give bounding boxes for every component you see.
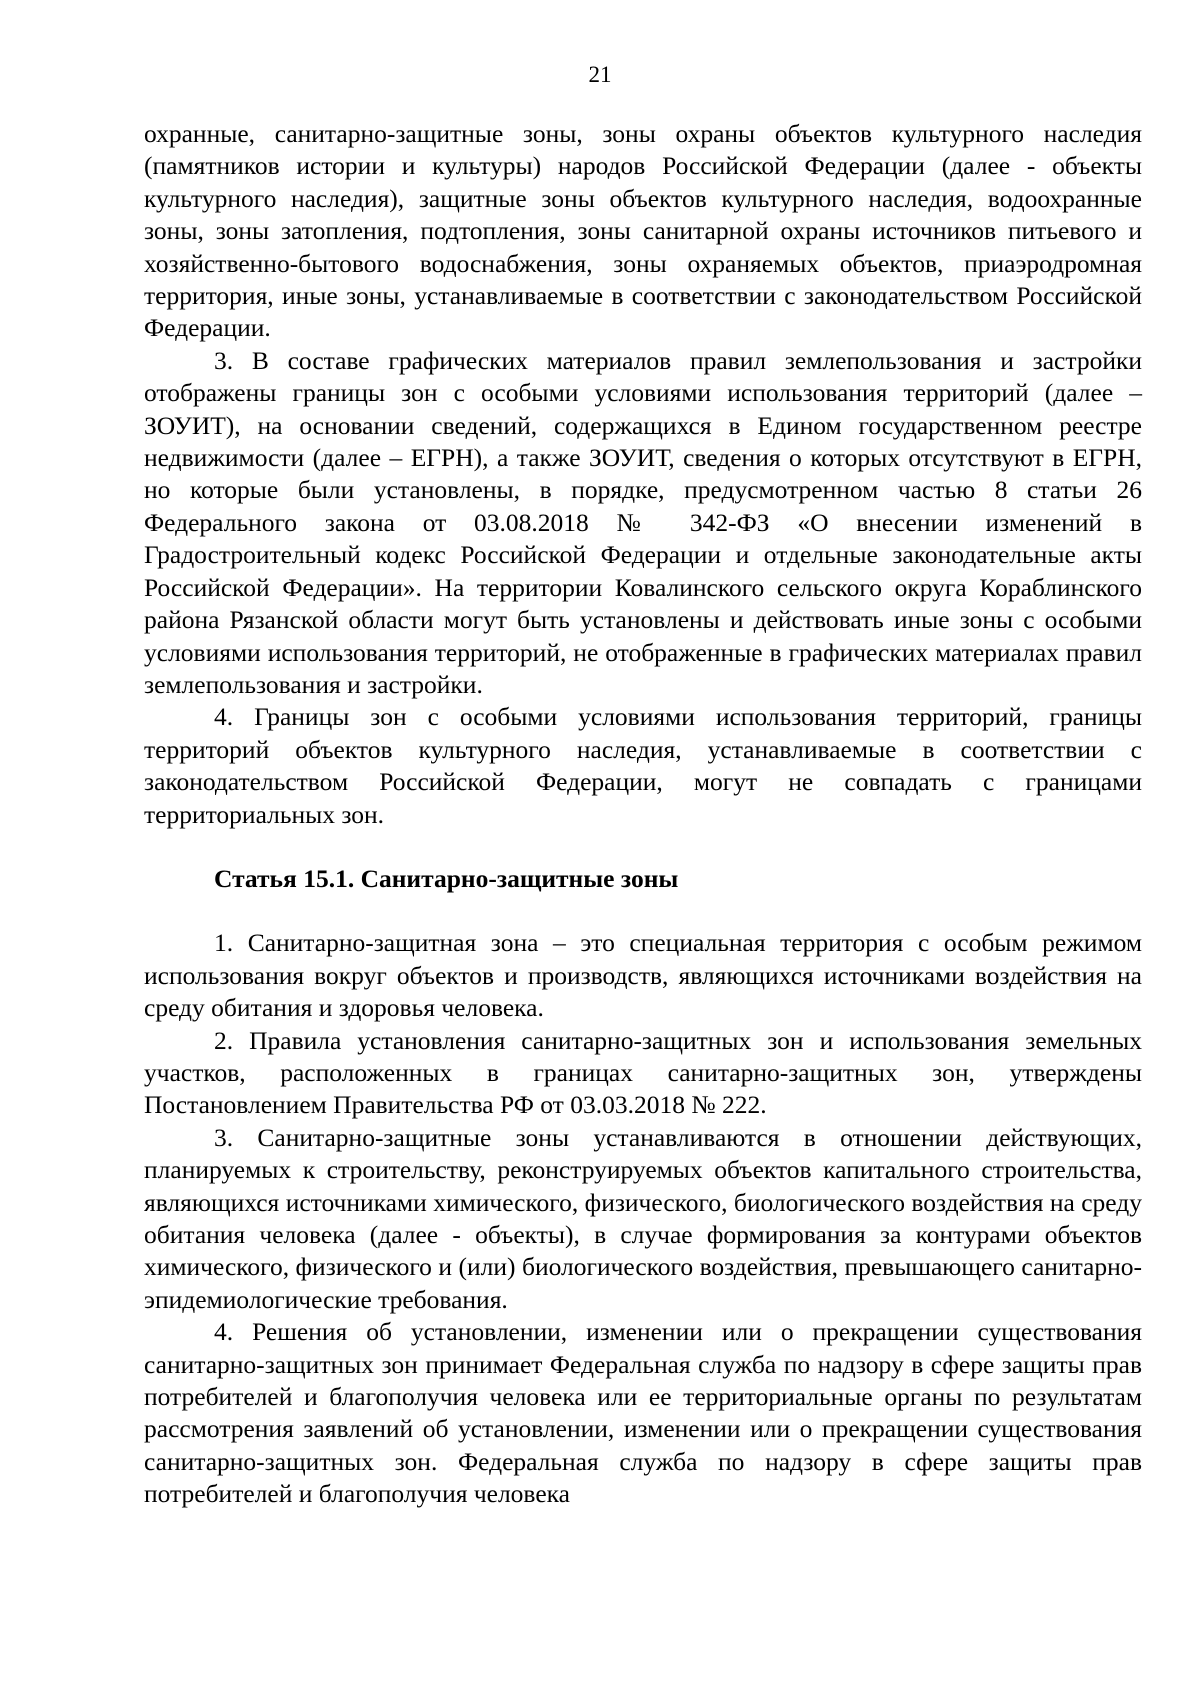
paragraph-item-3: 3. В составе графических материалов правил землепользования и застройки отображены границы зон с особыми условиями использования территорий (далее – ЗОУИТ), на основании сведений, содержащихся в Едином государственном реестре недвижимости (далее – ЕГРН), а также ЗОУИТ, сведения о которых отсутствуют в ЕГРН, но которые были установлены, в порядке, предусмотренном частью 8 статьи 26 Федерального закона от 03.08.2018 № 342-ФЗ «О внесении изменений в Градостроительный кодекс Российской Федерации и отдельные законодательные акты Российской Федерации». На территории Ковалинского сельского округа Кораблинского района Рязанской области могут быть установлены и действовать иные зоны с особыми условиями использования территорий, не отображенные в графических материалах правил землепользования и застройки. — [144, 345, 1142, 699]
paragraph-continuation: охранные, санитарно-защитные зоны, зоны охраны объектов культурного наследия (памятников истории и культуры) народов Российской Федерации (далее - объекты культурного наследия), защитные зоны объектов культурного наследия, водоохранные зоны, зоны затопления, подтопления, зоны санитарной охраны источников питьевого и хозяйственно-бытового водоснабжения, зоны охраняемых объектов, приаэродромная территория, иные зоны, устанавливаемые в соответствии с законодательством Российской Федерации. — [144, 119, 1142, 343]
page-number: 21 — [588, 62, 612, 87]
article-paragraph-1: 1. Санитарно-защитная зона – это специальная территория с особым режимом использования вокруг объектов и производств, являющихся источниками воздействия на среду обитания и здоровья человека. — [144, 928, 1142, 1023]
article-paragraph-3: 3. Санитарно-защитные зоны устанавливаются в отношении действующих, планируемых к строительству, реконструируемых объектов капитального строительства, являющихся источниками химического, физического, биологического воздействия на среду обитания человека (далее - объекты), в случае формирования за контурами объектов химического, физического и (или) биологического воздействия, превышающего санитарно-эпидемиологические требования. — [144, 1122, 1142, 1314]
paragraph-item-4: 4. Границы зон с особыми условиями использования территорий, границы территорий объектов культурного наследия, устанавливаемые в соответствии с законодательством Российской Федерации, могут не совпадать с границами территориальных зон. — [144, 702, 1142, 829]
article-paragraph-4: 4. Решения об установлении, изменении или о прекращении существования санитарно-защитных зон принимает Федеральная служба по надзору в сфере защиты прав потребителей и благополучия человека или ее территориальные органы по результатам рассмотрения заявлений об установлении, изменении или о прекращении существования санитарно-защитных зон. Федеральная служба по надзору в сфере защиты прав потребителей и благополучия человека — [144, 1317, 1142, 1509]
article-heading: Статья 15.1. Санитарно-защитные зоны — [214, 863, 679, 893]
article-paragraph-2: 2. Правила установления санитарно-защитных зон и использования земельных участков, расположенных в границах санитарно-защитных зон, утверждены Постановлением Правительства РФ от 03.03.2018 № 222. — [144, 1025, 1142, 1120]
document-body — [144, 118, 1142, 1511]
